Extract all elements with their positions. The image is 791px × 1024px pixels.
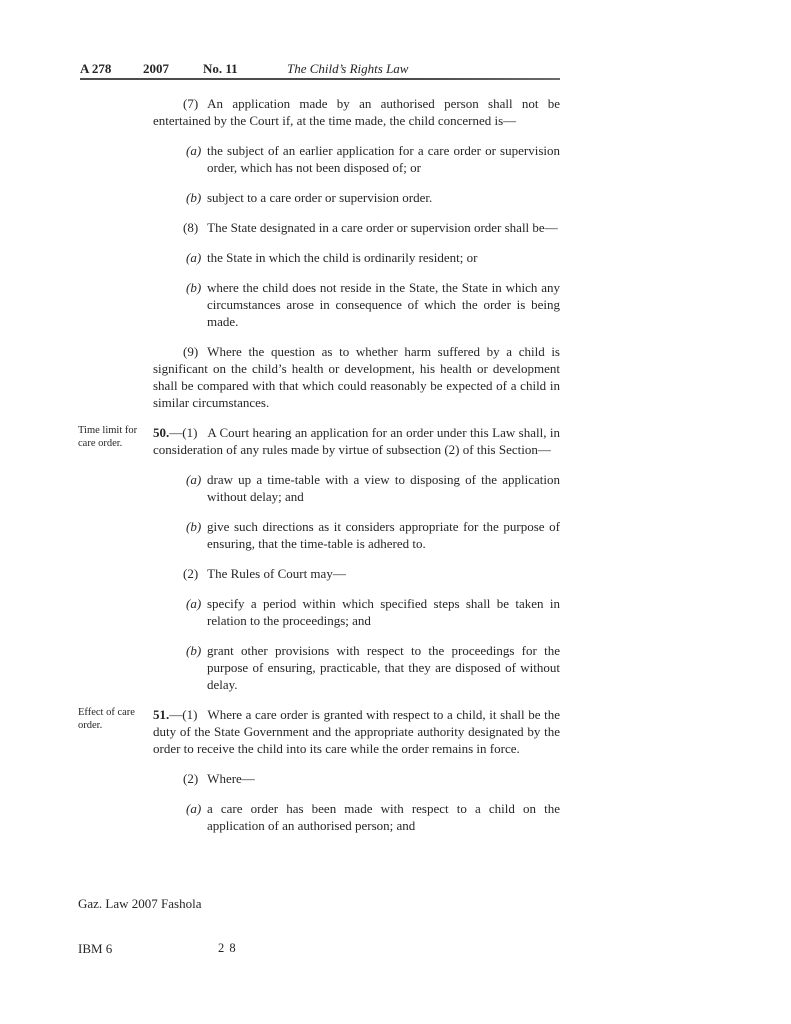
section-text: Where a care order is granted with respect to a child, it shall be the duty of the State Government and the appropriate authority designated by the order to receive the child into its care while the order remains in force. [153,707,560,756]
paragraph-text: An application made by an authorised person shall not be entertained by the Court if, at the time made, the child concerned is— [153,96,560,128]
list-item [186,800,560,834]
section-number: 51. [153,707,170,722]
list-marker: (a) [186,250,202,265]
header-rule [80,78,560,80]
paragraph-text: Where— [207,771,255,786]
page-label: A 278 [80,61,112,76]
list-item-text: give such directions as it considers appropriate for the purpose of ensuring, that the time-table is adhered to. [207,519,560,551]
list-marker: (a) [186,472,202,487]
list-item [186,471,560,505]
list-marker: (a) [186,596,202,611]
year-label: 2007 [143,61,169,76]
list-item-text: subject to a care order or supervision order. [207,190,433,205]
paragraph-text: Where the question as to whether harm suffered by a child is significant on the child’s health or development, his health or development shall be compared with that which could reasonably be expected of a child in similar circumstances. [153,344,560,410]
list-item-text: draw up a time-table with a view to disposing of the application without delay; and [207,472,560,504]
list-marker: (b) [186,519,202,534]
list-item [186,279,560,330]
list-item-text: the subject of an earlier application for a care order or supervision order, which has not been disposed of; or [207,143,560,175]
list-marker: (a) [186,801,202,816]
paragraph-text: The State designated in a care order or supervision order shall be— [207,220,558,235]
list-marker: (a) [186,143,202,158]
list-item-text: grant other provisions with respect to the proceedings for the purpose of ensuring, practicable, that they are disposed of without delay. [207,643,560,692]
section-50 [78,424,560,458]
paragraph-text: The Rules of Court may— [207,566,346,581]
subsection-reference: —(1) [169,707,198,722]
printer-mark: IBM 6 [78,941,113,956]
section-number: 50. [153,425,170,440]
section-text: A Court hearing an application for an order under this Law shall, in consideration of any rules made by virtue of subsection (2) of this Section— [153,425,560,457]
paragraph-number: (9) [183,344,199,359]
paragraph-number: (2) [183,771,199,786]
list-item [186,595,560,629]
margin-note-effect: Effect of care order. [78,707,135,731]
list-item-text: a care order has been made with respect to a child on the application of an authorised person; and [207,801,560,833]
subsection-reference: —(1) [169,425,198,440]
paragraph-9 [153,343,560,411]
list-marker: (b) [186,280,202,295]
list-item [186,642,560,693]
paragraph-7 [153,95,560,129]
paragraph-51-2 [153,770,560,787]
list-item-text: specify a period within which specified steps shall be taken in relation to the proceedings; and [207,596,560,628]
list-item-text: where the child does not reside in the State, the State in which any circumstances arose in consequence of which the order is being made. [207,280,560,329]
paragraph-number: (2) [183,566,199,581]
list-item [186,518,560,552]
page-number: 2 8 [218,941,237,955]
law-title: The Child’s Rights Law [287,61,409,76]
section-51 [78,706,560,757]
text-column [78,95,560,847]
paragraph-50-2 [153,565,560,582]
list-item [186,142,560,176]
list-marker: (b) [186,643,202,658]
list-item [186,189,560,206]
running-head [0,61,791,79]
paragraph-number: (8) [183,220,199,235]
paragraph-number: (7) [183,96,199,111]
gazette-number: No. 11 [203,61,238,76]
list-marker: (b) [186,190,202,205]
margin-note-time-limit: Time limit for care order. [78,425,138,449]
list-item-text: the State in which the child is ordinarily resident; or [207,250,478,265]
list-item [186,249,560,266]
paragraph-8 [153,219,560,236]
footer-signature: Gaz. Law 2007 Fashola [78,896,202,911]
